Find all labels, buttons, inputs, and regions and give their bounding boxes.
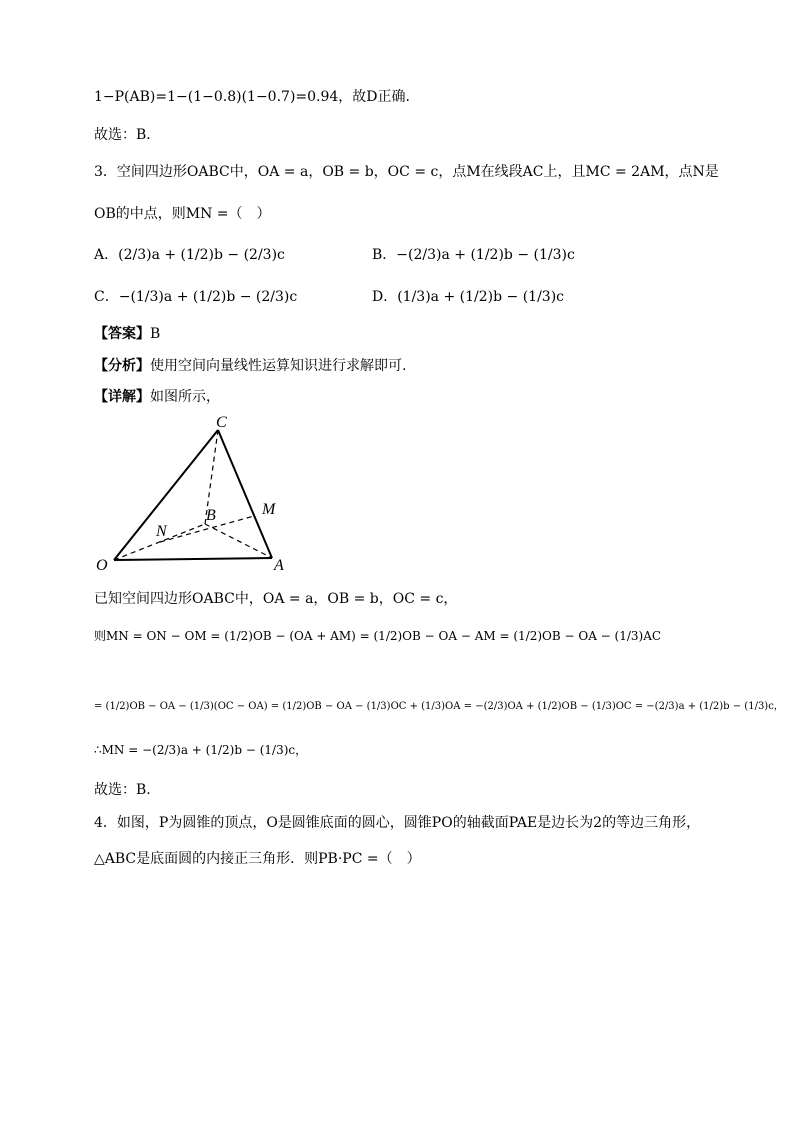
answer-line bbox=[94, 323, 160, 343]
answer-select-line-2: 故选：B. bbox=[94, 782, 151, 798]
label-n: N bbox=[156, 523, 167, 540]
option-b: B．−(2/3)a + (1/2)b − (1/3)c bbox=[372, 247, 575, 263]
calc-line-3: ∴MN = −(2/3)a + (1/2)b − (1/3)c， bbox=[94, 743, 308, 757]
edge-ba bbox=[205, 524, 272, 558]
tetrahedron-figure bbox=[90, 408, 320, 578]
question-4-line1: 4．如图，P为圆锥的顶点，O是圆锥底面的圆心，圆锥PO的轴截面PAE是边长为2的等边三角形， bbox=[94, 815, 701, 831]
analysis-line bbox=[94, 355, 406, 375]
detail-text: 如图所示， bbox=[150, 389, 220, 405]
label-c: C bbox=[216, 414, 227, 431]
label-m: M bbox=[262, 501, 276, 518]
option-d: D．(1/3)a + (1/2)b − (1/3)c bbox=[372, 289, 565, 305]
label-o: O bbox=[96, 557, 108, 574]
option-c: C．−(1/3)a + (1/2)b − (2/3)c bbox=[94, 289, 298, 305]
question-4-line2: △ABC是底面圆的内接正三角形．则PB·PC =（ ） bbox=[94, 851, 421, 867]
edge-ca bbox=[218, 430, 272, 558]
calc-line-2: = (1/2)OB − OA − (1/3)(OC − OA) = (1/2)OB − OA − (1/3)OC + (1/3)OA = −(2/3)OA + (1/2)OB − (1/3)OC = −(2/3)a + (1/2)b − (1/3)c， bbox=[94, 701, 784, 712]
question-3-line2: OB的中点，则MN =（ ） bbox=[94, 206, 271, 222]
question-3-line1: 3．空间四边形OABC中，OA = a，OB = b，OC = c，点M在线段AC上，且MC = 2AM，点N是 bbox=[94, 164, 719, 180]
prob-calc-line: 1−P(AB)=1−(1−0.8)(1−0.7)=0.94，故D正确． bbox=[94, 89, 420, 105]
option-a: A．(2/3)a + (1/2)b − (2/3)c bbox=[94, 247, 285, 263]
known-line: 已知空间四边形OABC中，OA = a，OB = b，OC = c， bbox=[94, 591, 458, 607]
answer-tag: 【答案】 bbox=[94, 326, 150, 342]
edge-oc bbox=[114, 430, 218, 560]
label-a: A bbox=[274, 557, 284, 574]
calc-line-1: 则MN = ON − OM = (1/2)OB − (OA + AM) = (1/2)OB − OA − AM = (1/2)OB − OA − (1/3)AC bbox=[94, 629, 662, 643]
answer-value: B bbox=[150, 326, 161, 342]
label-b: B bbox=[206, 507, 216, 524]
edge-oa bbox=[114, 558, 272, 560]
analysis-tag: 【分析】 bbox=[94, 358, 150, 374]
answer-select-line: 故选：B． bbox=[94, 127, 161, 143]
detail-tag: 【详解】 bbox=[94, 389, 150, 405]
analysis-text: 使用空间向量线性运算知识进行求解即可. bbox=[150, 358, 407, 374]
detail-line bbox=[94, 386, 220, 406]
